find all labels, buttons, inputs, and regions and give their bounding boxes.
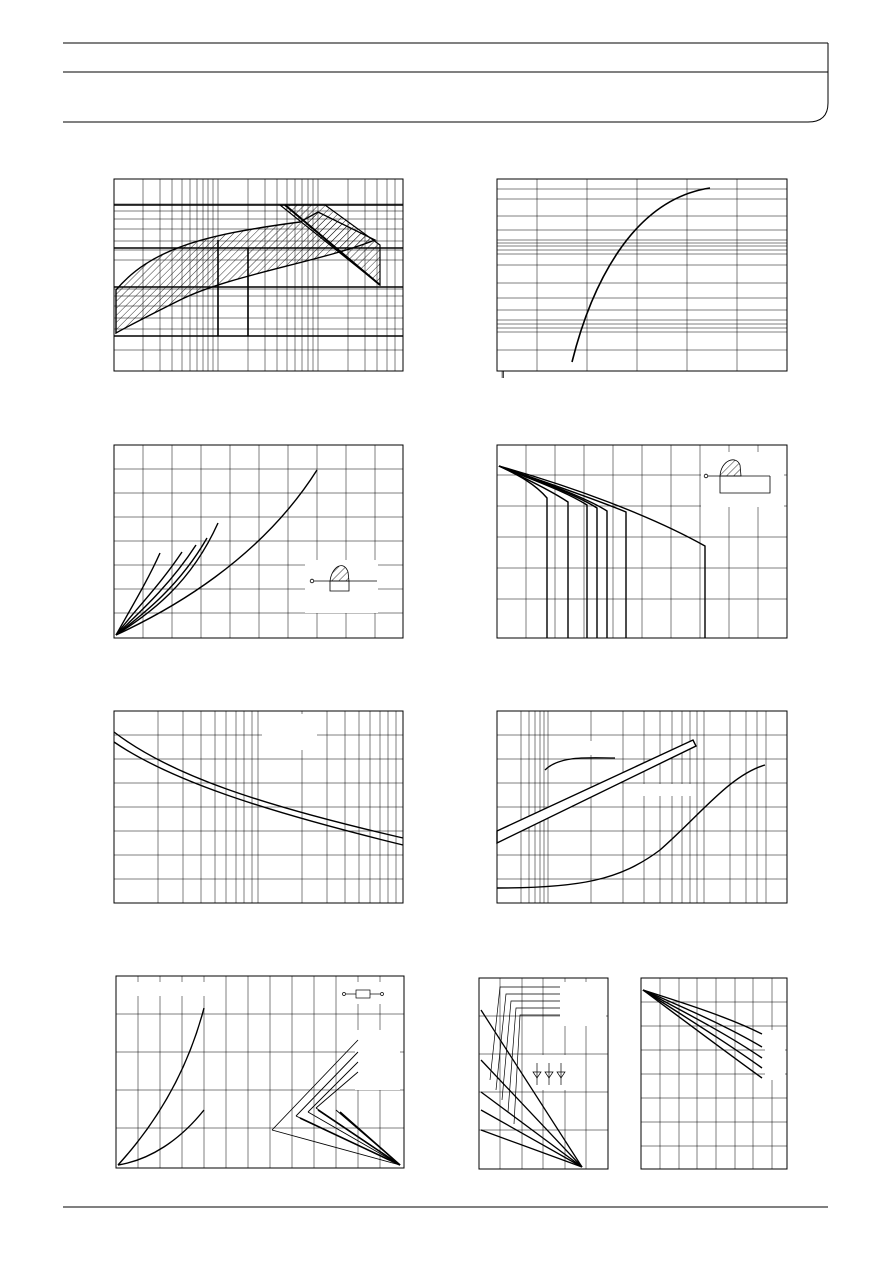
- series-lines: [114, 732, 403, 845]
- label-mask: [765, 1030, 785, 1080]
- chart-transfer-curve: [497, 179, 787, 380]
- chart-family-falling: [497, 445, 787, 638]
- label-mask: [560, 982, 606, 1026]
- inset-diagram: [305, 560, 378, 613]
- origin-mark: ‖: [501, 370, 505, 380]
- label-mask-2: [640, 784, 695, 796]
- chart-dual-decay: [114, 711, 403, 903]
- label-mask: [262, 714, 317, 750]
- label-mask-3: [355, 1030, 400, 1090]
- chart-power-derating: [114, 179, 403, 371]
- chart-fan-left: [116, 976, 404, 1168]
- label-mask: [130, 982, 205, 996]
- series-lines: [116, 470, 317, 635]
- s-curve: [497, 765, 765, 888]
- grid: [114, 711, 403, 903]
- chart-family-rising: [114, 445, 403, 638]
- header-frame: [63, 43, 828, 122]
- chart-band-and-s: [497, 711, 787, 903]
- grid: [497, 179, 787, 371]
- series-lines: [643, 990, 762, 1078]
- inset-diagram: [701, 452, 784, 507]
- short-curve: [545, 758, 615, 770]
- label-mask: [560, 741, 620, 755]
- chart-fan-center: [479, 978, 608, 1169]
- series-lines: [118, 1008, 204, 1165]
- grid: [497, 711, 787, 903]
- plot-frame: [497, 179, 787, 371]
- series-lines: [499, 466, 705, 638]
- curve: [572, 188, 710, 362]
- chart-fan-right: [641, 978, 787, 1169]
